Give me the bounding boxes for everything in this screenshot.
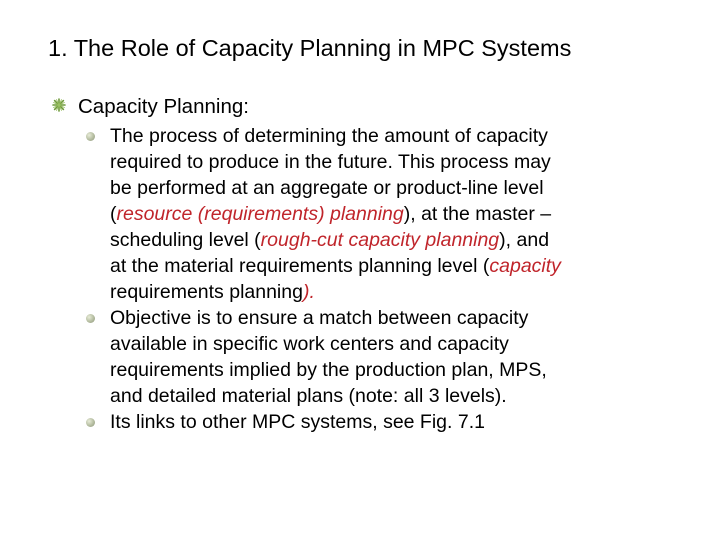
sub-bullet-line [110, 409, 686, 435]
line-text: ( [110, 203, 117, 225]
line-text: available in specific work centers and capacity [110, 333, 509, 355]
sub-bullet-line [110, 357, 686, 383]
sub-bullet-item [86, 305, 686, 409]
sub-bullet-line [110, 253, 686, 279]
sub-bullet-line [110, 227, 686, 253]
highlighted-term: resource (requirements) planning [116, 203, 404, 225]
highlighted-term: rough-cut capacity planning [260, 229, 500, 251]
line-text: requirements implied by the production plan, MPS, [110, 359, 547, 381]
sub-bullet-line [110, 279, 686, 305]
sub-bullet-line [110, 149, 686, 175]
main-bullet-text: Capacity Planning: [78, 95, 249, 118]
line-text: scheduling level ( [110, 229, 261, 251]
line-text: be performed at an aggregate or product-line level [110, 177, 544, 199]
main-bullet [52, 94, 692, 120]
sub-bullet-line [110, 331, 686, 357]
line-text: The process of determining the amount of capacity [110, 125, 548, 147]
sub-bullet-line [110, 305, 686, 331]
line-text: ), at the master – [403, 203, 552, 225]
highlighted-term: capacity [489, 255, 561, 277]
sub-bullet-list [86, 123, 686, 435]
sub-bullet-line [110, 123, 686, 149]
line-text: required to produce in the future. This process may [110, 151, 551, 173]
line-text: requirements planning [110, 281, 303, 303]
sub-bullet-line [110, 383, 686, 409]
round-dot-bullet-icon [86, 132, 95, 141]
sub-bullet-line [110, 201, 686, 227]
green-asterisk-bullet-icon [52, 98, 66, 112]
round-dot-bullet-icon [86, 418, 95, 427]
sub-bullet-line [110, 175, 686, 201]
highlighted-term: ). [302, 281, 315, 303]
line-text: and detailed material plans (note: all 3 levels). [110, 385, 507, 407]
sub-bullet-item [86, 409, 686, 435]
slide-title: 1. The Role of Capacity Planning in MPC Systems [48, 35, 572, 61]
line-text: ), and [499, 229, 550, 251]
line-text: Objective is to ensure a match between capacity [110, 307, 529, 329]
round-dot-bullet-icon [86, 314, 95, 323]
line-text: at the material requirements planning level ( [110, 255, 490, 277]
sub-bullet-item [86, 123, 686, 305]
line-text: Its links to other MPC systems, see Fig. 7.1 [110, 411, 485, 433]
